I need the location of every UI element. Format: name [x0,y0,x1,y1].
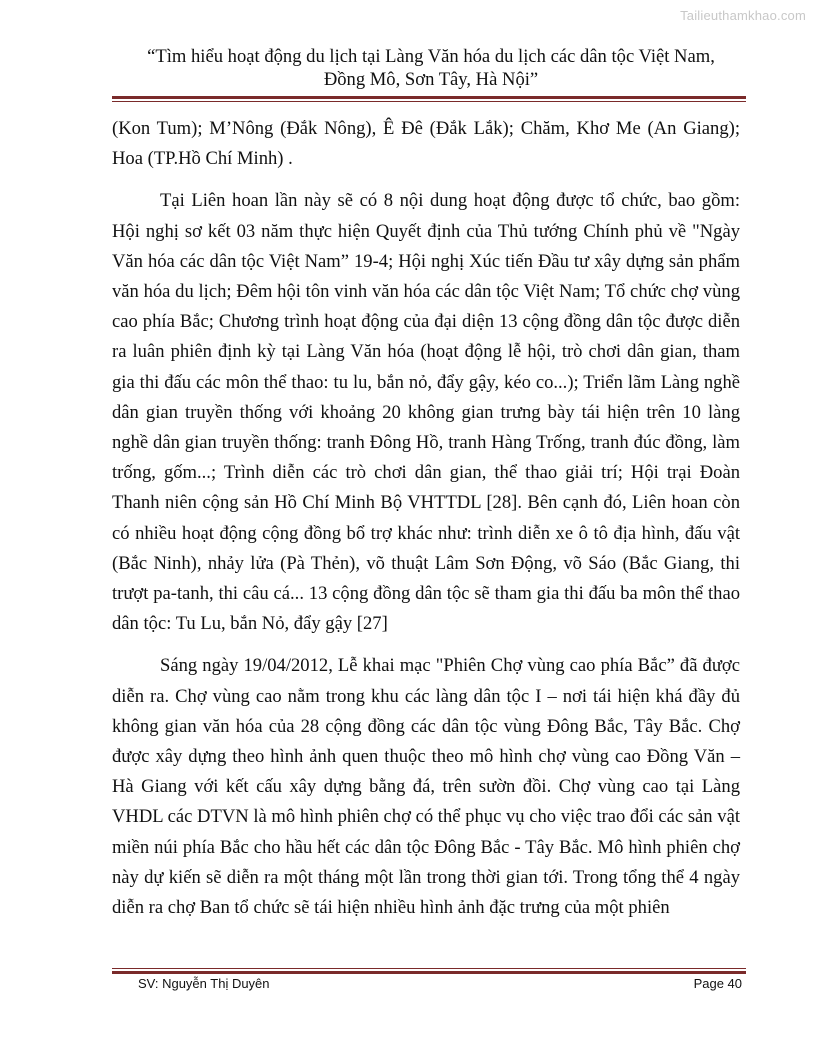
document-body [112,114,740,923]
watermark-text: Tailieuthamkhao.com [680,8,806,23]
page-header [118,45,744,91]
header-divider [112,96,746,102]
footer-page-number: Page 40 [693,976,742,991]
header-title-line-2: Đồng Mô, Sơn Tây, Hà Nội” [323,69,539,90]
footer-divider [112,968,746,974]
paragraph-highland-market: Sáng ngày 19/04/2012, Lễ khai mạc "Phiên Chợ vùng cao phía Bắc” đã được diễn ra. Chợ vùng cao nằm trong khu các làng dân tộc I – nơi tái hiện khá đầy đủ không gian văn hóa của 28 cộng đồng các dân tộc vùng Đông Bắc, Tây Bắc. Chợ được xây dựng theo hình ảnh quen thuộc theo mô hình chợ vùng cao Đồng Văn – Hà Giang với kết cấu xây dựng bằng đá, trên sườn đồi. Chợ vùng cao tại Làng VHDL các DTVN là mô hình phiên chợ có thể phục vụ cho việc trao đổi các sản vật miền núi phía Bắc cho hầu hết các dân tộc Đông Bắc - Tây Bắc. Mô hình phiên chợ này dự kiến sẽ diễn ra một tháng một lần trong thời gian tới. Trong tổng thể 4 ngày diễn ra chợ Ban tổ chức sẽ tái hiện nhiều hình ảnh đặc trưng của một phiên [112,655,740,919]
paragraph-continuation: (Kon Tum); M’Nông (Đắk Nông), Ê Đê (Đắk Lắk); Chăm, Khơ Me (An Giang); Hoa (TP.Hồ Chí Minh) . [112,118,740,170]
footer-author: SV: Nguyễn Thị Duyên [138,976,270,991]
paragraph-festival-activities: Tại Liên hoan lần này sẽ có 8 nội dung hoạt động được tổ chức, bao gồm: Hội nghị sơ kết 03 năm thực hiện Quyết định của Thủ tướng Chính phủ về "Ngày Văn hóa các dân tộc Việt Nam” 19-4; Hội nghị Xúc tiến Đầu tư xây dựng sản phẩm văn hóa du lịch; Đêm hội tôn vinh văn hóa các dân tộc Việt Nam; Tổ chức chợ vùng cao phía Bắc; Chương trình hoạt động của đại diện 13 cộng đồng dân tộc được diễn ra luân phiên định kỳ tại Làng Văn hóa (hoạt động lễ hội, trò chơi dân gian, tham gia thi đấu các môn thể thao: tu lu, bắn nỏ, đẩy gậy, kéo co...); Triển lãm Làng nghề dân gian truyền thống với khoảng 20 không gian trưng bày tái hiện trên 10 làng nghề dân gian truyền thống: tranh Đông Hồ, tranh Hàng Trống, tranh đúc đồng, làm trống, gốm...; Trình diễn các trò chơi dân gian, thể thao giải trí; Hội trại Đoàn Thanh niên cộng sản Hồ Chí Minh Bộ VHTTDL [28]. Bên cạnh đó, Liên hoan còn có nhiều hoạt động cộng đồng bổ trợ khác như: trình diễn xe ô tô địa hình, đấu vật (Bắc Ninh), nhảy lửa (Pà Thẻn), võ thuật Lâm Sơn Động, võ Sáo (Bắc Giang, thi trượt pa-tanh, thi câu cá... 13 cộng đồng dân tộc sẽ tham gia thi đấu ba môn thể thao dân tộc: Tu Lu, bắn Nỏ, đẩy gậy [27] [112,190,740,635]
header-title-line-1: “Tìm hiểu hoạt động du lịch tại Làng Văn hóa du lịch các dân tộc Việt Nam, [147,46,715,67]
